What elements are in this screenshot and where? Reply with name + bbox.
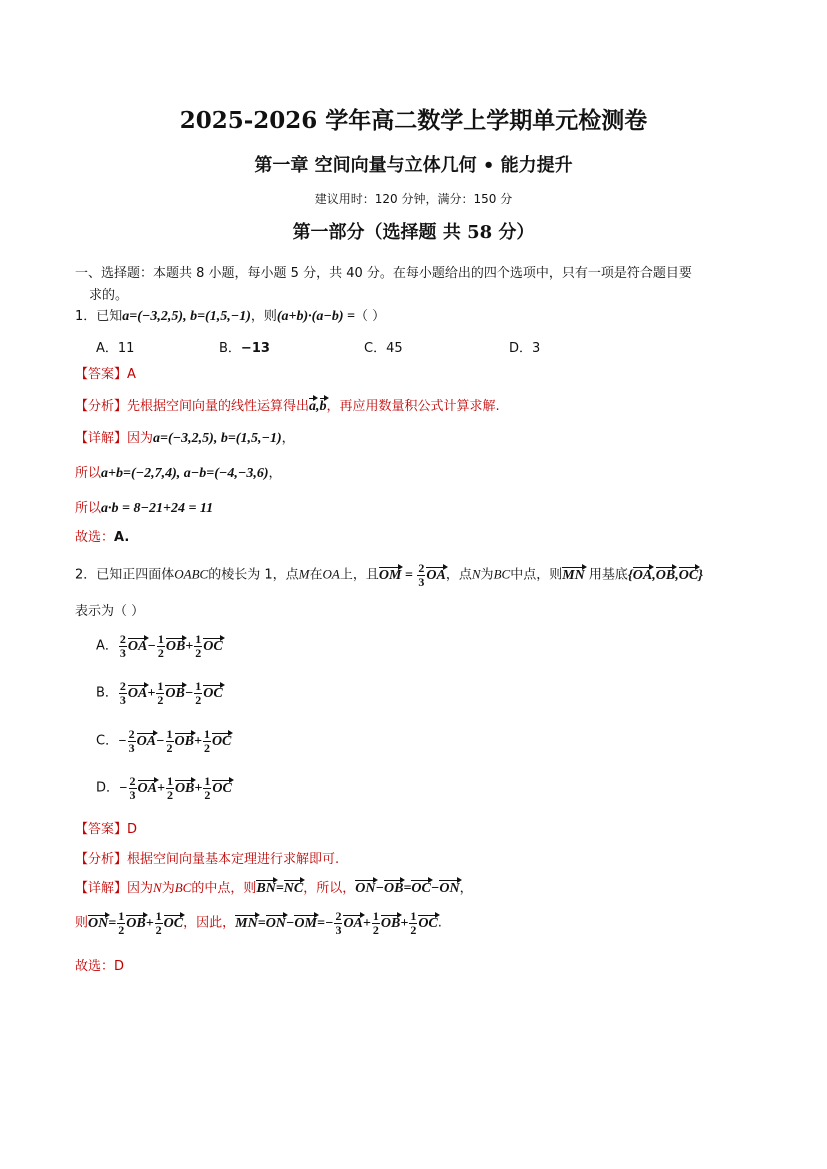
q1-stem-paren: （ ） xyxy=(354,309,386,324)
q1-stem-prefix: 1．已知 xyxy=(75,309,123,324)
q1-option-c: C．45 xyxy=(364,341,403,356)
time-hint: 建议用时：120 分钟，满分：150 分 xyxy=(314,192,513,206)
chapter-subtitle: 第一章 空间向量与立体几何 • 能力提升 xyxy=(254,155,573,176)
q1-stem xyxy=(75,305,385,325)
q2-choose: 故选：D xyxy=(75,959,125,974)
q2-stem-line2: 表示为（ ） xyxy=(75,604,145,619)
part-heading: 第一部分（选择题 共 58 分） xyxy=(292,222,535,243)
q1-choose: 故选：A. xyxy=(75,530,130,545)
q1-analysis: 【分析】先根据空间向量的线性运算得出a,b，再应用数量积公式计算求解. xyxy=(75,399,500,414)
q2-detail-line1: 【详解】因为N为BC的中点，则BN=NC，所以，ON−OB=OC−ON， xyxy=(75,880,473,896)
q2-detail-line2: 则ON= $\frac{1}{2}$ OB+ $\frac{1}{2}$ OC，因此，MN=ON−OM=− $\frac{2}{3}$ OA+ $\frac{1}{2}$ OB+ $\frac{1}{2}$ OC. xyxy=(75,909,442,937)
q1-option-d: D．3 xyxy=(509,341,541,356)
q1-option-b: B．−13 xyxy=(219,341,270,356)
section-instruction-line2: 求的。 xyxy=(89,288,129,303)
q2-option-d: D．− $\frac{2}{3}$ OA+ $\frac{1}{2}$ OB+ $\frac{1}{2}$ OC xyxy=(96,774,232,802)
q1-stem-expression: (a+b)·(a−b) = xyxy=(276,309,355,324)
section-instruction-line1: 一、选择题：本题共 8 小题，每小题 5 分，共 40 分。在每小题给出的四个选项中，只有一项是符合题目要 xyxy=(75,266,692,281)
q2-answer: 【答案】D xyxy=(75,822,138,837)
q1-detail-line1: 【详解】因为a=(−3,2,5), b=(1,5,−1)， xyxy=(75,431,295,446)
q1-option-a: A．11 xyxy=(96,341,135,356)
q1-detail-line3: 所以a·b = 8−21+24 = 11 xyxy=(75,501,214,516)
q1-stem-vectors: a=(−3,2,5), b=(1,5,−1) xyxy=(122,309,251,324)
q1-stem-mid: ，则 xyxy=(250,309,277,324)
q2-analysis: 【分析】根据空间向量基本定理进行求解即可. xyxy=(75,852,340,867)
q2-stem: 2．已知正四面体OABC的棱长为 1，点M在OA上，且OM = $\frac{2}{3}$ OA，点N为BC中点，则MN 用基底{OA,OB,OC} xyxy=(75,561,704,589)
q2-option-b: B． $\frac{2}{3}$ OA+ $\frac{1}{2}$ OB− $\frac{1}{2}$ OC xyxy=(96,679,223,707)
q1-detail-line2: 所以a+b=(−2,7,4), a−b=(−4,−3,6)， xyxy=(75,466,282,481)
q2-option-c: C．− $\frac{2}{3}$ OA− $\frac{1}{2}$ OB+ $\frac{1}{2}$ OC xyxy=(96,727,232,755)
q2-option-a: A． $\frac{2}{3}$ OA− $\frac{1}{2}$ OB+ $\frac{1}{2}$ OC xyxy=(96,632,223,660)
exam-title: 2025-2026 学年高二数学上学期单元检测卷 xyxy=(179,107,648,134)
q1-answer: 【答案】A xyxy=(75,367,136,382)
